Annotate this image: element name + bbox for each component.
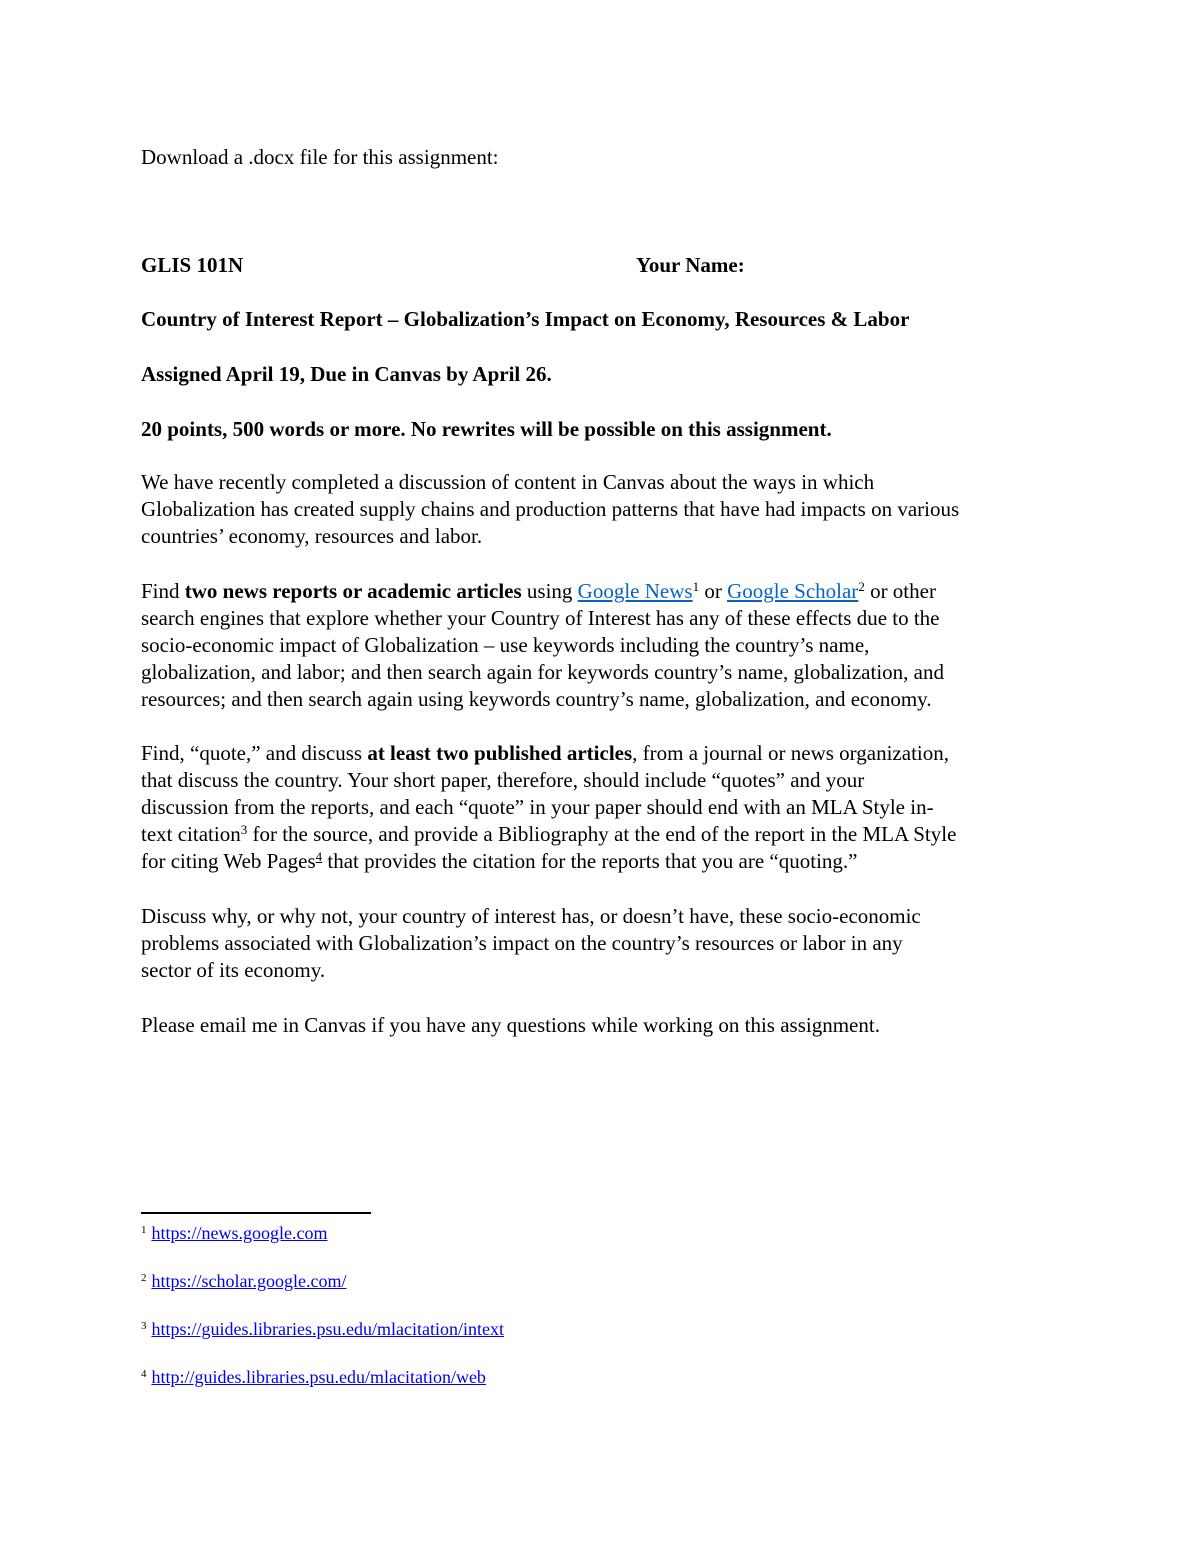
discuss-line: Discuss why, or why not, your country of interest has, or doesn’t have, these socio-economic (141, 904, 921, 928)
footnote-number: 4 (141, 1368, 147, 1380)
download-line: Download a .docx file for this assignment: (141, 145, 499, 169)
text: text citation (141, 822, 241, 846)
text: Find, “quote,” and discuss (141, 741, 368, 765)
footnote-number: 3 (141, 1320, 147, 1332)
report-title: Country of Interest Report – Globalization’s Impact on Economy, Resources & Labor (141, 307, 910, 331)
footnote-number: 1 (141, 1224, 147, 1236)
points-requirement: 20 points, 500 words or more. No rewrites will be possible on this assignment. (141, 417, 832, 441)
footnote-1 (141, 1222, 327, 1244)
find-line: resources; and then search again using keywords country’s name, globalization, and economy. (141, 687, 932, 711)
quote-line: that discuss the country. Your short paper, therefore, should include “quotes” and your (141, 768, 865, 792)
discuss-line: sector of its economy. (141, 958, 326, 982)
course-code: GLIS 101N (141, 253, 244, 277)
text: or (699, 579, 728, 603)
google-news-link[interactable]: Google News (577, 579, 693, 603)
text: or other (864, 579, 936, 603)
footnote-link-news[interactable]: https://news.google.com (151, 1223, 328, 1243)
footnote-ref-4[interactable]: 4 (315, 849, 323, 864)
footnote-number: 2 (141, 1272, 147, 1284)
text: , from a journal or news organization, (632, 741, 949, 765)
text: that provides the citation for the reports that you are “quoting.” (322, 849, 858, 873)
bold-text: at least two published articles (367, 741, 633, 765)
quote-line-5 (141, 848, 1071, 875)
footnote-ref-3[interactable]: 3 (240, 822, 248, 837)
text: using (521, 579, 578, 603)
discuss-paragraph (141, 903, 1071, 984)
footnote-separator (141, 1212, 371, 1214)
footnote-link-intext[interactable]: https://guides.libraries.psu.edu/mlacitation/intext (151, 1319, 504, 1339)
bold-text: two news reports or academic articles (184, 579, 522, 603)
footnote-2 (141, 1270, 346, 1292)
find-line: socio-economic impact of Globalization – use keywords including the country’s name, (141, 633, 870, 657)
text: Find (141, 579, 185, 603)
footnote-link-scholar[interactable]: https://scholar.google.com/ (151, 1271, 347, 1291)
intro-line: Globalization has created supply chains and production patterns that have had impacts on various (141, 497, 960, 521)
email-paragraph: Please email me in Canvas if you have any questions while working on this assignment. (141, 1013, 880, 1037)
find-line-1 (141, 578, 1071, 605)
quote-line: discussion from the reports, and each “quote” in your paper should end with an MLA Style in- (141, 795, 934, 819)
footnote-4 (141, 1366, 486, 1388)
discuss-line: problems associated with Globalization’s impact on the country’s resources or labor in any (141, 931, 903, 955)
text: for the source, and provide a Bibliography at the end of the report in the MLA Style (247, 822, 957, 846)
google-scholar-link[interactable]: Google Scholar (727, 579, 859, 603)
footnote-3 (141, 1318, 504, 1340)
footnote-ref-2[interactable]: 2 (858, 579, 865, 594)
footnote-link-web[interactable]: http://guides.libraries.psu.edu/mlacitation/web (151, 1367, 486, 1387)
your-name-label: Your Name: (636, 253, 745, 277)
text: for citing Web Pages (141, 849, 316, 873)
footnote-ref-1[interactable]: 1 (692, 579, 700, 594)
intro-line: countries’ economy, resources and labor. (141, 524, 483, 548)
assigned-dates: Assigned April 19, Due in Canvas by April 26. (141, 362, 552, 386)
quote-line-4 (141, 821, 1071, 848)
intro-line: We have recently completed a discussion of content in Canvas about the ways in which (141, 470, 875, 494)
find-line: search engines that explore whether your Country of Interest has any of these effects due to the (141, 606, 940, 630)
find-line: globalization, and labor; and then search again for keywords country’s name, globalization, and (141, 660, 944, 684)
find-articles-paragraph (141, 578, 1071, 713)
quote-paragraph (141, 740, 1071, 875)
quote-line-1 (141, 740, 1071, 767)
intro-paragraph (141, 469, 1071, 550)
